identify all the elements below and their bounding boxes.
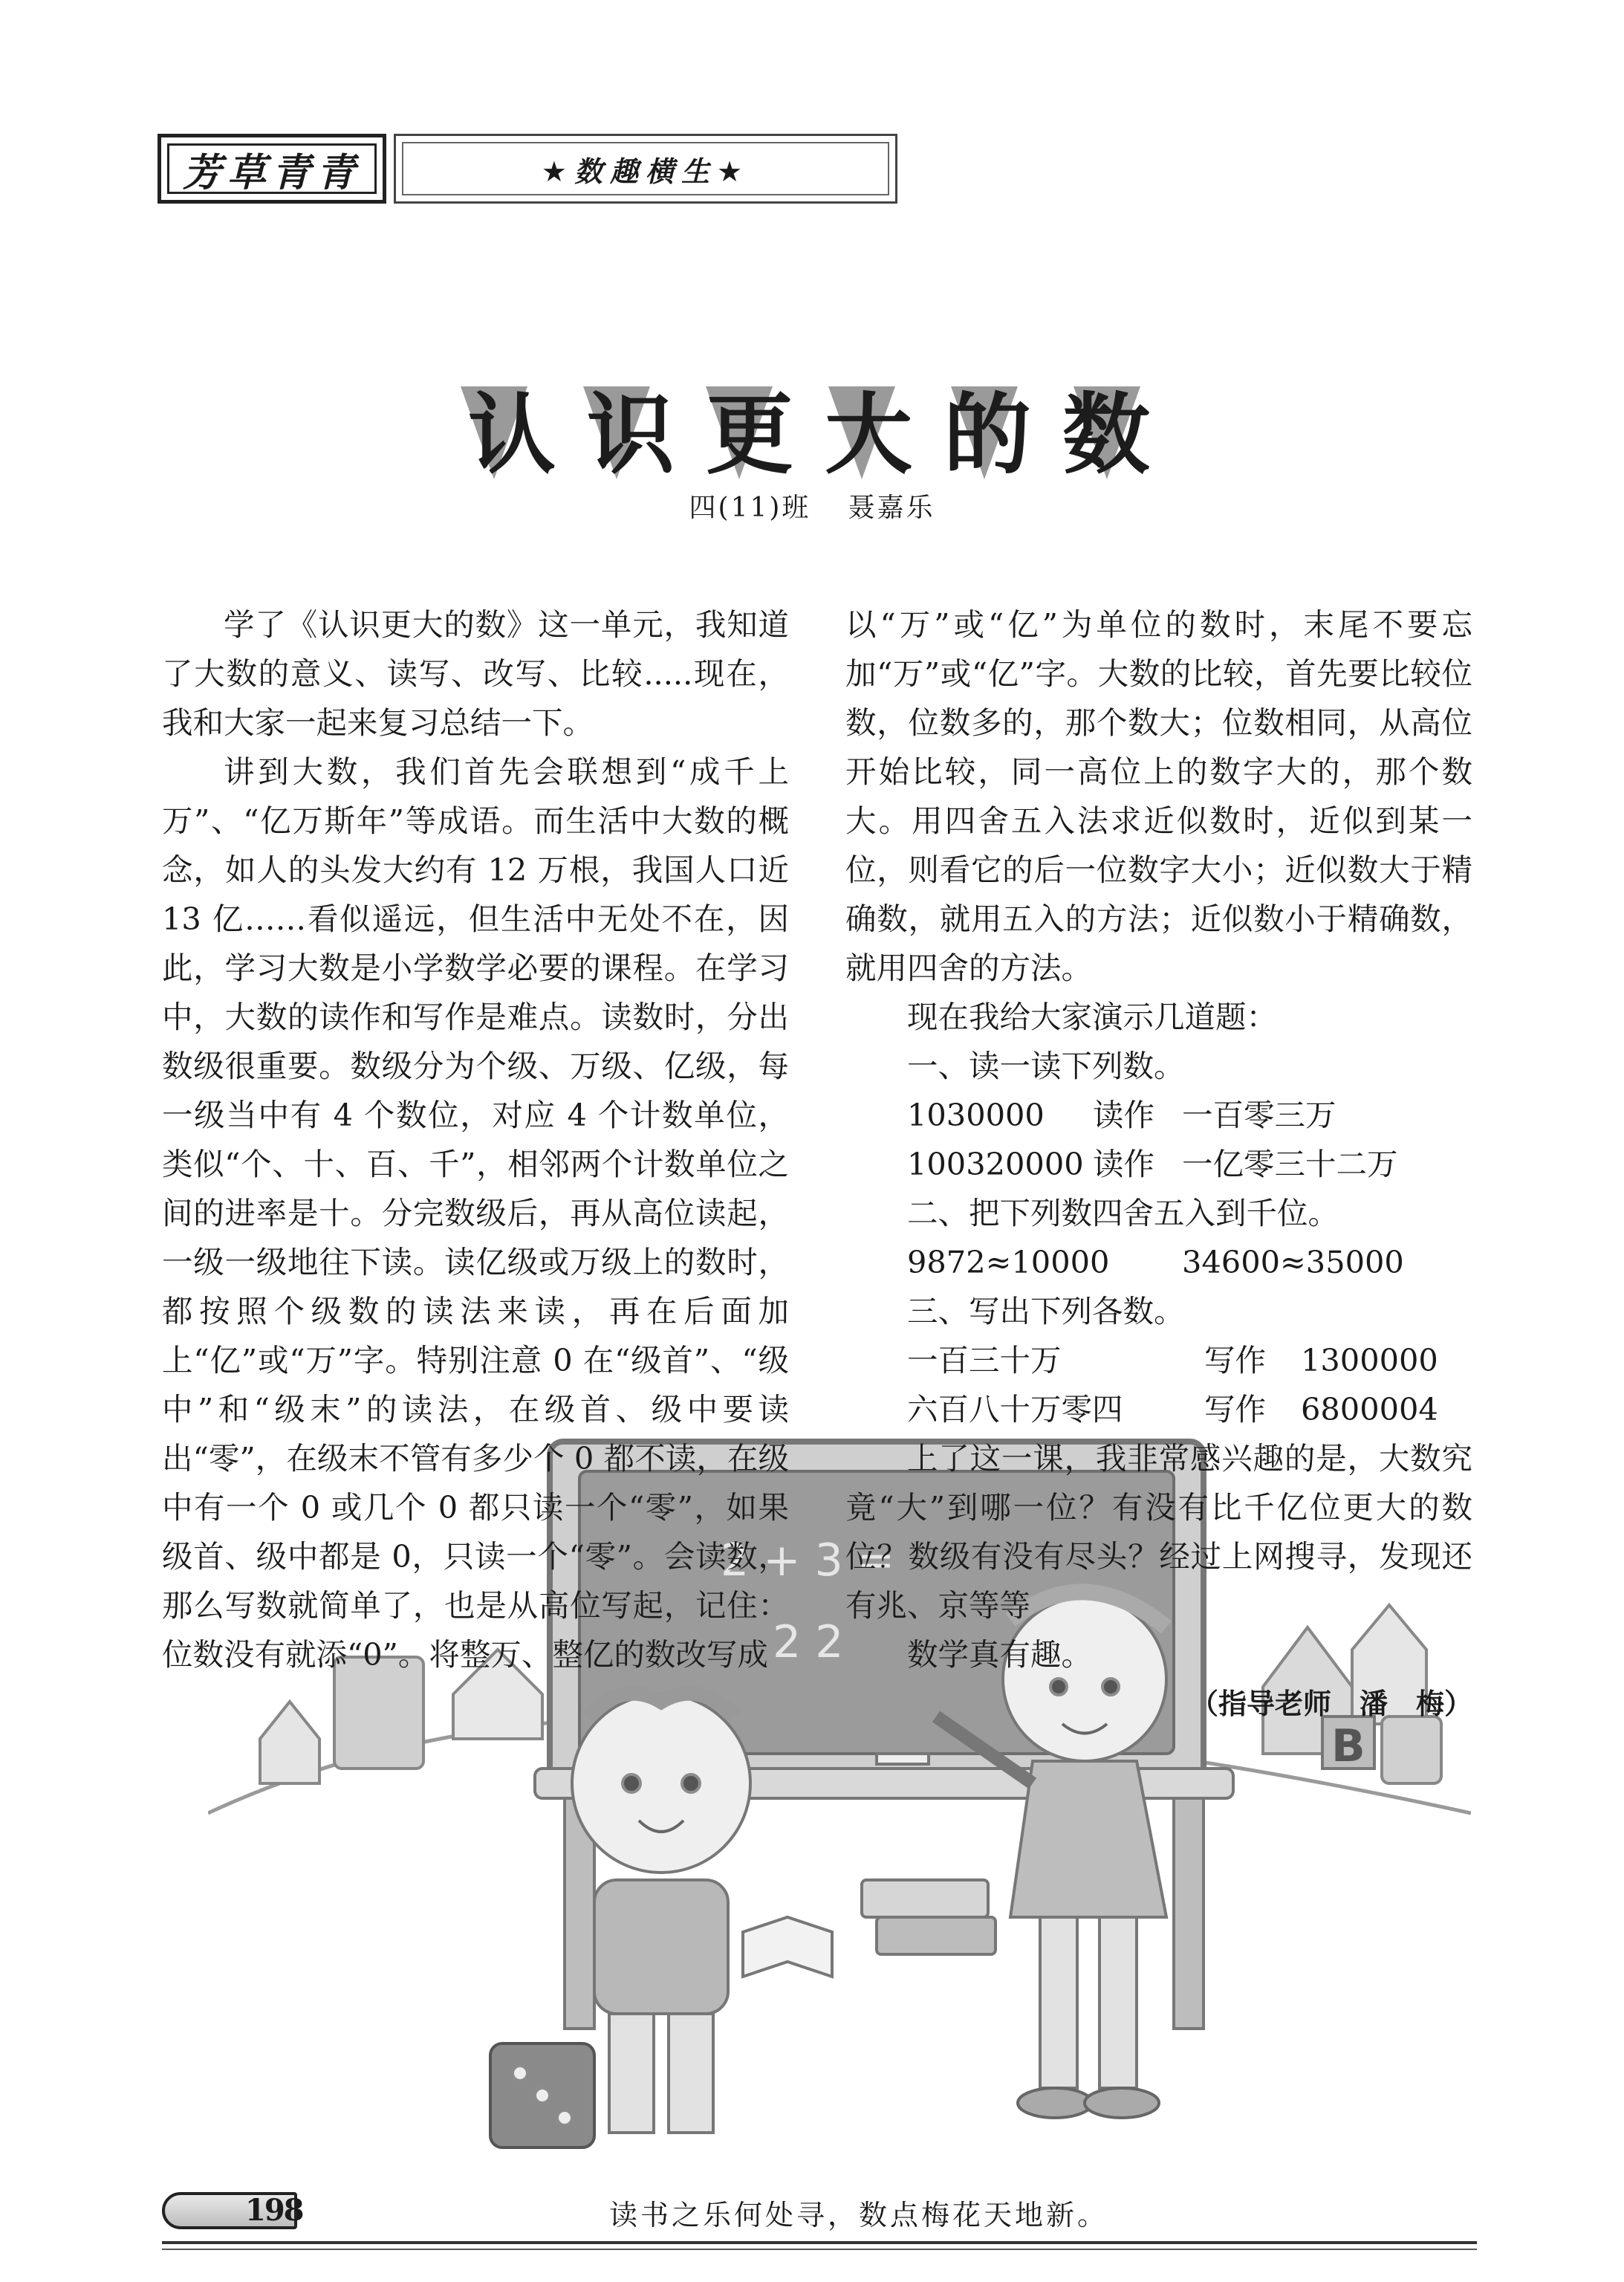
- footer-rule-thin: [162, 2249, 1477, 2250]
- paragraph-intro: 学了《认识更大的数》这一单元，我知道了大数的意义、读写、改写、比较.....现在，我和大家一起来复习总结一下。: [162, 606, 789, 741]
- paragraph-conclusion: 上了这一课，我非常感兴趣的是，大数究竟“大”到哪一位？有没有比千亿位更大的数位？数级有没有尽头？经过上网搜寻，发现还有兆、京等等: [845, 1440, 1472, 1624]
- exercise1-row: 100320000 读作 一亿零三十二万: [907, 1146, 1398, 1182]
- letter-block: B: [1331, 1720, 1365, 1772]
- blackboard-marks-2: 2 2: [773, 1616, 844, 1668]
- article-title: 认识更大的数: [467, 383, 1181, 486]
- exercise2-row: 9872≈10000 34600≈35000: [907, 1244, 1404, 1280]
- exercise1-heading: 一、读一读下列数。: [907, 1048, 1185, 1084]
- right-column: [845, 600, 1472, 1728]
- left-column: [162, 600, 789, 1679]
- exercise3-heading: 三、写出下列各数。: [907, 1293, 1185, 1329]
- paragraph-continued: 以“万”或“亿”为单位的数时，末尾不要忘加“万”或“亿”字。大数的比较，首先要比较位数，位数多的，那个数大；位数相同，从高位开始比较，同一高位上的数字大的，那个数大。用四舍五入法求近似数时，近似到某一位，则看它的后一位数字大小；近似数大于精确数，就用五入的方法；近似数小于精确数，就用四舍的方法。: [845, 606, 1472, 986]
- closing-line: 数学真有趣。: [907, 1636, 1093, 1673]
- section-label-box: [394, 134, 897, 204]
- footer-rule: [162, 2241, 1477, 2244]
- byline: [0, 487, 1624, 525]
- footer-motto: 读书之乐何处寻，数点梅花天地新。: [609, 2199, 1109, 2231]
- demo-intro: 现在我给大家演示几道题：: [907, 999, 1278, 1035]
- exercise2-heading: 二、把下列数四舍五入到千位。: [907, 1195, 1339, 1231]
- column-label: 芳草青青: [167, 143, 377, 194]
- section-label: ★数趣横生★: [402, 142, 889, 195]
- column-label-box: [157, 134, 386, 204]
- blackboard-marks: 2 + 3 =: [721, 1534, 895, 1586]
- advisor-signature: （指导老师 潘 梅）: [1189, 1688, 1472, 1720]
- exercise1-row: 1030000 读作 一百零三万: [907, 1097, 1336, 1133]
- exercise3-row: 一百三十万 写作 1300000: [907, 1342, 1438, 1378]
- article-title-block: [416, 357, 1233, 486]
- page-number: 198: [245, 2193, 303, 2228]
- byline-author: 聂嘉乐: [848, 493, 935, 523]
- byline-class: 四(11)班: [689, 493, 811, 523]
- paragraph-main: 讲到大数，我们首先会联想到“成千上万”、“亿万斯年”等成语。而生活中大数的概念，如人的头发大约有 12 万根，我国人口近 13 亿……看似遥远，但生活中无处不在，因此，学习大数是小学数学必要的课程。在学习中，大数的读作和写作是难点。读数时，分出数级很重要。数级分为个级、万级、亿级，每一级当中有 4 个数位，对应 4 个计数单位，类似“个、十、百、千”，相邻两个计数单位之间的进率是十。分完数级后，再从高位读起，一级一级地往下读。读亿级或万级上的数时，都按照个级数的读法来读，再在后面加上“亿”或“万”字。特别注意 0 在“级首”、“级中”和“级末”的读法，在级首、级中要读出“零”，在级末不管有多少个 0 都不读，在级中有一个 0 或几个 0 都只读一个“零”，如果级首、级中都是 0，只读一个“零”。会读数，那么写数就简单了，也是从高位写起，记住：位数没有就添“0”。将整万、整亿的数改写成: [162, 753, 789, 1673]
- exercise3-row: 六百八十万零四 写作 6800004: [907, 1391, 1438, 1427]
